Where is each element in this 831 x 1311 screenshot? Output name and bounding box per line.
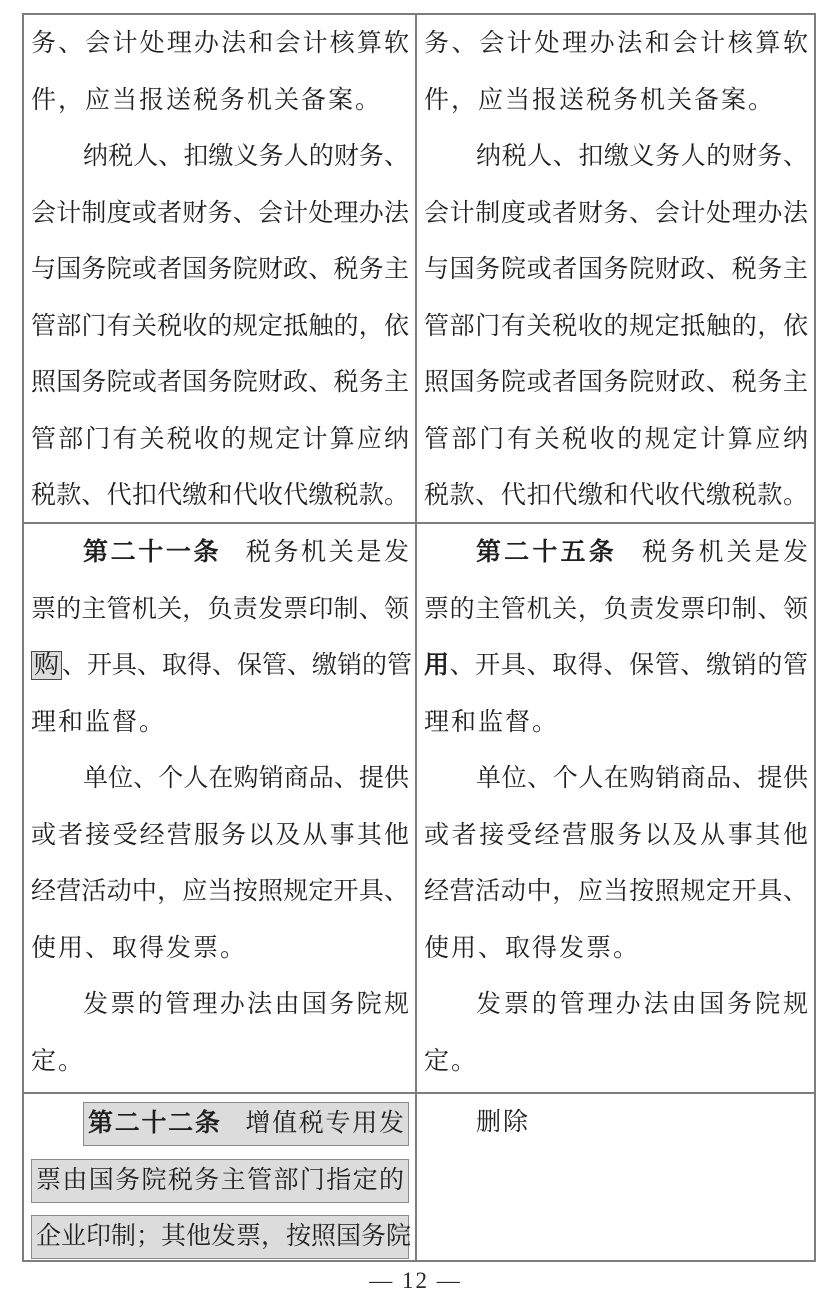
text-line: 发票的管理办法由国务院规 <box>83 991 409 1018</box>
text-line: 理和监督。 <box>424 708 560 736</box>
cell-new-deleted <box>417 1094 814 1261</box>
cell-old-article-22 <box>24 1094 417 1261</box>
text-line <box>424 525 808 582</box>
text-line: 件，应当报送税务机关备案。 <box>424 86 776 114</box>
text-line: 与国务院或者国务院财政、税务主 <box>31 256 409 283</box>
page-number: — 12 — <box>369 1268 462 1293</box>
text-line: 经营活动中，应当按照规定开具、 <box>31 878 409 905</box>
text-line <box>31 638 413 695</box>
text-line: 定。 <box>424 1047 479 1075</box>
text-line: 理和监督。 <box>31 708 167 736</box>
text-line: 管部门有关税收的规定计算应纳 <box>424 425 808 453</box>
cell-new-article-25 <box>417 524 814 1094</box>
deleted-note: 删除 <box>476 1109 531 1136</box>
text-line <box>31 525 409 582</box>
text-line: 管部门有关税收的规定抵触的，依 <box>31 312 409 340</box>
text-line: 务、会计处理办法和会计核算软 <box>31 30 409 57</box>
text-line: 票的主管机关，负责发票印制、领 <box>31 595 409 623</box>
text-line: 税款、代扣代缴和代收代缴税款。 <box>424 482 808 509</box>
cell-old-article-21 <box>24 524 417 1094</box>
text-line: 件，应当报送税务机关备案。 <box>31 86 383 114</box>
highlighted-line <box>83 1102 409 1146</box>
highlighted-line: 票由国务院税务主管部门指定的 <box>31 1159 409 1203</box>
text-line: 会计制度或者财务、会计处理办法 <box>424 199 808 227</box>
line-rest-text: 、开具、取得、保管、缴销的管 <box>62 652 413 679</box>
line-rest-text: 、开具、取得、保管、缴销的管 <box>449 652 808 679</box>
text-line: 照国务院或者国务院财政、税务主 <box>31 369 409 396</box>
text-line: 与国务院或者国务院财政、税务主 <box>424 256 808 283</box>
article-heading: 第二十一条 <box>83 539 222 566</box>
cell-old-law-continuation <box>24 15 417 524</box>
text-line <box>31 1208 412 1261</box>
text-line: 单位、个人在购销商品、提供 <box>83 765 409 792</box>
highlighted-line: 企业印制；其他发票，按照国务院 <box>31 1215 409 1259</box>
text-line: 管部门有关税收的规定抵触的，依 <box>424 312 808 340</box>
text-line: 税款、代扣代缴和代收代缴税款。 <box>31 482 409 509</box>
boxed-char-highlight: 购 <box>31 651 62 680</box>
law-comparison-table <box>22 13 816 1262</box>
text-line: 经营活动中，应当按照规定开具、 <box>424 878 808 905</box>
heading-rest-text: 税务机关是发 <box>638 539 808 566</box>
text-line: 或者接受经营服务以及从事其他 <box>424 821 808 849</box>
text-line: 或者接受经营服务以及从事其他 <box>31 821 409 849</box>
article-heading: 第二十二条 <box>88 1110 222 1138</box>
text-line <box>424 638 808 695</box>
article-heading: 第二十五条 <box>476 539 617 566</box>
bold-changed-char: 用 <box>424 652 450 679</box>
text-line: 照国务院或者国务院财政、税务主 <box>424 369 808 396</box>
text-line: 单位、个人在购销商品、提供 <box>476 765 808 792</box>
text-line: 纳税人、扣缴义务人的财务、 <box>83 143 409 170</box>
text-line: 纳税人、扣缴义务人的财务、 <box>476 143 808 170</box>
text-line <box>31 1152 409 1209</box>
text-line: 会计制度或者财务、会计处理办法 <box>31 199 409 227</box>
heading-rest-text: 增值税专用发 <box>243 1110 404 1138</box>
heading-rest-text: 税务机关是发 <box>243 539 409 566</box>
text-line: 务、会计处理办法和会计核算软 <box>424 30 808 57</box>
text-line: 使用、取得发票。 <box>424 934 641 962</box>
text-line: 定。 <box>31 1047 86 1075</box>
text-line: 发票的管理办法由国务院规 <box>476 991 808 1018</box>
text-line: 票的主管机关，负责发票印制、领 <box>424 595 808 623</box>
text-line: 管部门有关税收的规定计算应纳 <box>31 425 409 453</box>
cell-new-law-continuation <box>417 15 814 524</box>
text-line: 使用、取得发票。 <box>31 934 248 962</box>
text-line <box>31 1095 409 1152</box>
